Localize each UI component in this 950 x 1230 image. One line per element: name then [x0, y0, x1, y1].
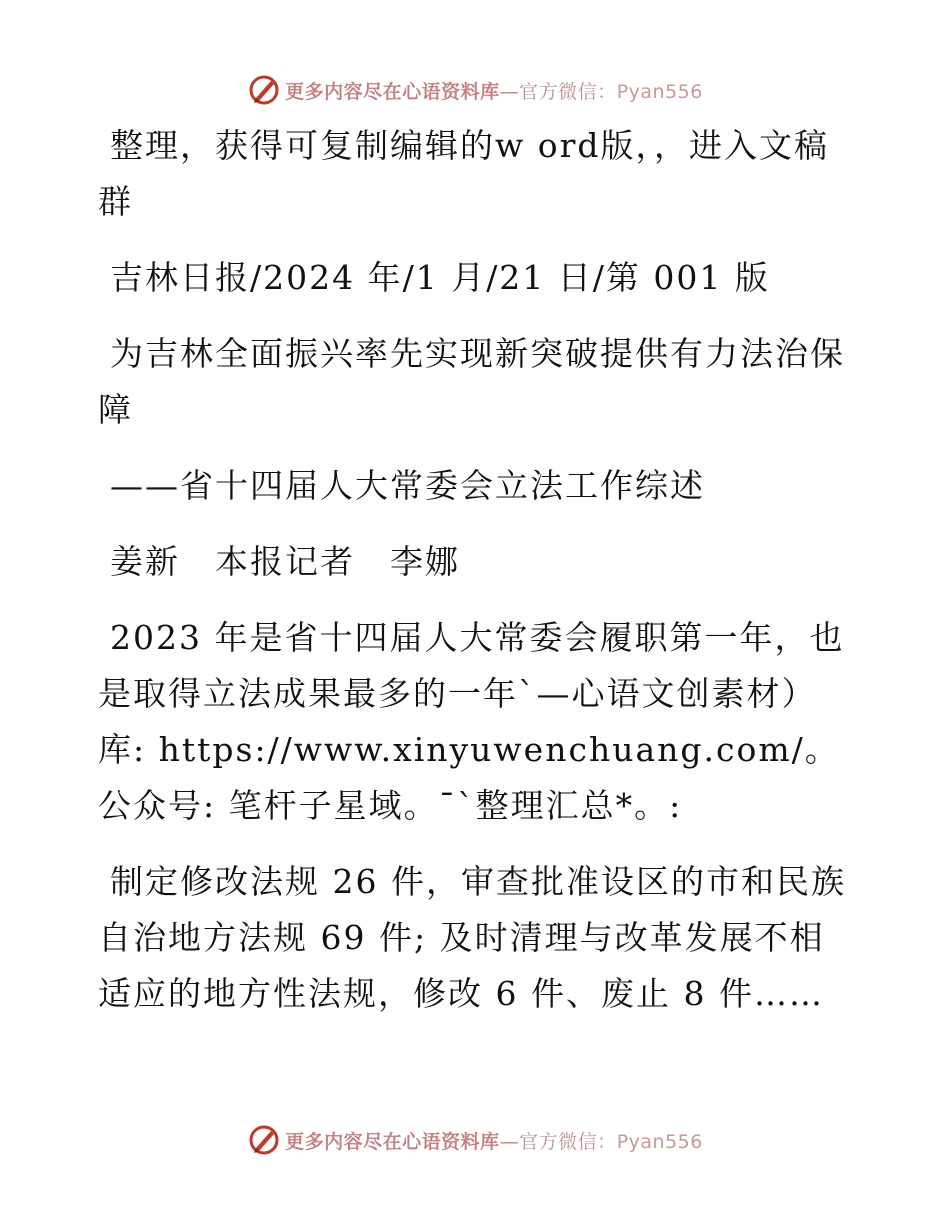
- pen-logo-icon: [247, 73, 281, 107]
- article-byline: 姜新 本报记者 李娜: [110, 542, 460, 581]
- banner-text: [285, 1127, 703, 1154]
- banner-dash: —: [499, 1130, 520, 1153]
- paragraph-body-2: 制定修改法规 26 件，审查批准设区的市和民族自治地方法规 69 件; 及时清理与改革发展不相适应的地方性法规，修改 6 件、废止 8 件……: [98, 862, 846, 1013]
- document-body: [98, 118, 858, 1042]
- banner-wechat-label: 官方微信：: [519, 80, 617, 103]
- banner-wechat-handle: Pyan556: [616, 1130, 703, 1153]
- article-title: 为吉林全面振兴率先实现新突破提供有力法治保障: [98, 334, 845, 429]
- banner-inner: [247, 73, 703, 107]
- banner-inner: [247, 1123, 703, 1157]
- footer-banner: [0, 1120, 950, 1160]
- banner-text: [285, 77, 703, 104]
- paragraph-body-1: 2023 年是省十四届人大常委会履职第一年，也是取得立法成果最多的一年`—心语文创素材）库: https://www.xinyuwenchuang.com/。公众号: 笔杆子星域。¯`整理汇总*。:: [98, 618, 845, 825]
- pen-logo-icon: [247, 1123, 281, 1157]
- banner-site-name: 更多内容尽在心语资料库: [285, 1130, 500, 1153]
- banner-site-name: 更多内容尽在心语资料库: [285, 80, 500, 103]
- paragraph-intro: 整理，获得可复制编辑的w ord版，，进入文稿群: [98, 126, 830, 221]
- header-banner: [0, 70, 950, 110]
- banner-wechat-label: 官方微信：: [519, 1130, 617, 1153]
- banner-dash: —: [499, 80, 520, 103]
- article-subtitle: ——省十四届人大常委会立法工作综述: [110, 466, 705, 505]
- paragraph-source: 吉林日报/2024 年/1 月/21 日/第 001 版: [110, 258, 770, 297]
- banner-wechat-handle: Pyan556: [616, 80, 703, 103]
